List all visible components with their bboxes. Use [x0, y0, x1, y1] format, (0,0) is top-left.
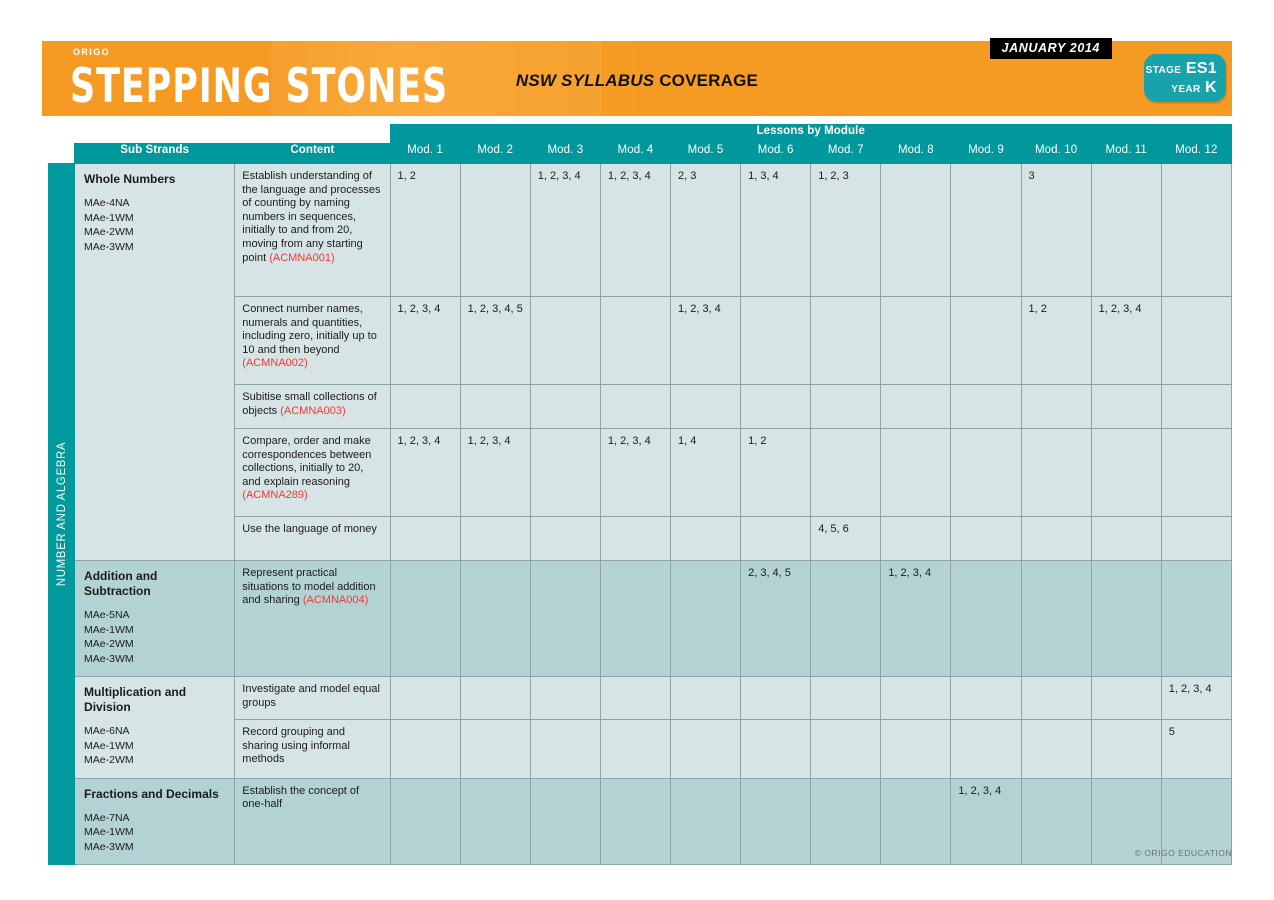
lesson-cell-mod-7: [811, 385, 881, 429]
page-title-italic: NSW SYLLABUS: [515, 71, 655, 90]
outcome-code: MAe-5NA: [84, 609, 130, 621]
content-cell: [235, 561, 390, 677]
sub-strand-cell: [75, 164, 235, 561]
lesson-cell-mod-5: [670, 778, 740, 865]
content-acmna-code: (ACMNA003): [280, 404, 346, 417]
lesson-cell-mod-6: 1, 2: [741, 429, 811, 517]
sub-strand-title: Addition and Subtraction: [84, 569, 158, 598]
sub-strand-cell: [75, 677, 235, 779]
lesson-cell-mod-12: [1161, 297, 1231, 385]
lesson-cell-mod-8: [881, 677, 951, 720]
lesson-cell-mod-7: [811, 677, 881, 720]
lesson-cell-mod-10: [1021, 429, 1091, 517]
lesson-cell-mod-2: [460, 517, 530, 561]
lesson-cell-mod-9: [951, 720, 1021, 778]
lesson-cell-mod-4: [600, 517, 670, 561]
stage-value: ES1: [1185, 60, 1217, 77]
lesson-cell-mod-1: [390, 720, 460, 778]
lesson-cell-mod-10: 3: [1021, 164, 1091, 297]
lesson-cell-mod-5: 2, 3: [670, 164, 740, 297]
lesson-cell-mod-7: 1, 2, 3: [811, 164, 881, 297]
lesson-cell-mod-6: [741, 385, 811, 429]
year-line: [1144, 79, 1217, 98]
col-header-mod-1: Mod. 1: [390, 144, 460, 164]
outcome-code: MAe-2WM: [84, 754, 134, 766]
lesson-cell-mod-4: 1, 2, 3, 4: [600, 164, 670, 297]
outcome-code: MAe-1WM: [84, 826, 134, 838]
lesson-cell-mod-5: [670, 385, 740, 429]
lesson-cell-mod-3: [530, 385, 600, 429]
content-acmna-code: (ACMNA004): [302, 594, 369, 607]
lesson-cell-mod-3: [530, 429, 600, 517]
lesson-cell-mod-2: [460, 720, 530, 778]
lesson-cell-mod-3: 1, 2, 3, 4: [530, 164, 600, 297]
col-header-mod-4: Mod. 4: [600, 144, 670, 164]
lesson-cell-mod-10: [1021, 677, 1091, 720]
lesson-cell-mod-3: [530, 677, 600, 720]
lesson-cell-mod-7: [811, 720, 881, 778]
lesson-cell-mod-1: [390, 517, 460, 561]
content-cell: [235, 385, 390, 429]
content-cell: [235, 677, 390, 720]
lesson-cell-mod-12: [1161, 517, 1231, 561]
content-description: Compare, order and make correspondences between collections, initially to 20, and explain reasoning: [242, 435, 372, 488]
content-acmna-code: (ACMNA002): [242, 357, 308, 370]
lesson-cell-mod-6: [741, 677, 811, 720]
lesson-cell-mod-5: 1, 2, 3, 4: [670, 297, 740, 385]
content-description: Use the language of money: [242, 523, 377, 535]
lesson-cell-mod-11: [1091, 517, 1161, 561]
lesson-cell-mod-6: [741, 778, 811, 865]
sub-strand-outcome-codes: [84, 811, 227, 855]
lesson-cell-mod-4: [600, 385, 670, 429]
lesson-cell-mod-7: [811, 778, 881, 865]
lesson-cell-mod-7: 4, 5, 6: [811, 517, 881, 561]
sub-strand-cell: [75, 778, 235, 865]
lesson-cell-mod-6: [741, 297, 811, 385]
lesson-cell-mod-3: [530, 517, 600, 561]
col-header-mod-8: Mod. 8: [881, 144, 951, 164]
outcome-code: MAe-3WM: [84, 840, 134, 853]
lesson-cell-mod-6: 1, 3, 4: [741, 164, 811, 297]
lesson-cell-mod-8: [881, 517, 951, 561]
strand-label-cell: [49, 164, 75, 865]
strand-spacer: [49, 125, 75, 144]
lesson-cell-mod-3: [530, 561, 600, 677]
content-spacer: [235, 125, 390, 144]
copyright-footer: © ORIGO EDUCATION: [1134, 848, 1232, 858]
lesson-cell-mod-5: [670, 720, 740, 778]
stage-badge: [1144, 54, 1226, 102]
col-header-mod-12: Mod. 12: [1161, 144, 1231, 164]
lesson-cell-mod-7: [811, 429, 881, 517]
lesson-cell-mod-12: [1161, 561, 1231, 677]
content-acmna-code: (ACMNA001): [269, 251, 335, 264]
content-cell: [235, 517, 390, 561]
outcome-code: MAe-2WM: [84, 638, 134, 650]
lesson-cell-mod-6: [741, 720, 811, 778]
lesson-cell-mod-11: [1091, 385, 1161, 429]
year-label: YEAR: [1171, 84, 1201, 95]
lesson-cell-mod-1: 1, 2, 3, 4: [390, 297, 460, 385]
strand-label-text: NUMBER AND ALGEBRA: [55, 441, 68, 587]
lesson-cell-mod-2: [460, 677, 530, 720]
lesson-cell-mod-6: [741, 517, 811, 561]
content-description: Connect number names, numerals and quantities, including zero, initially up to 10 and then beyond: [242, 303, 377, 356]
col-header-mod-9: Mod. 9: [951, 144, 1021, 164]
lesson-cell-mod-11: [1091, 720, 1161, 778]
lesson-cell-mod-2: 1, 2, 3, 4: [460, 429, 530, 517]
content-cell: [235, 778, 390, 865]
outcome-code: MAe-3WM: [84, 240, 134, 253]
col-header-mod-2: Mod. 2: [460, 144, 530, 164]
content-description: Represent practical situations to model addition and sharing: [242, 567, 376, 607]
lesson-cell-mod-11: [1091, 561, 1161, 677]
col-header-mod-3: Mod. 3: [530, 144, 600, 164]
lesson-cell-mod-4: [600, 677, 670, 720]
header-row-group: [49, 125, 1232, 144]
content-cell: [235, 720, 390, 778]
syllabus-coverage-table: [48, 124, 1232, 865]
header-banner: [42, 41, 1232, 116]
lesson-cell-mod-3: [530, 778, 600, 865]
lesson-cell-mod-9: [951, 297, 1021, 385]
table-row: [49, 677, 1232, 720]
lesson-cell-mod-12: [1161, 385, 1231, 429]
lesson-cell-mod-9: [951, 677, 1021, 720]
content-acmna-code: (ACMNA289): [242, 489, 308, 502]
table-row: [49, 561, 1232, 677]
lesson-cell-mod-8: [881, 778, 951, 865]
outcome-code: MAe-1WM: [84, 211, 134, 224]
lesson-cell-mod-1: [390, 561, 460, 677]
lesson-cell-mod-12: 1, 2, 3, 4: [1161, 677, 1231, 720]
lesson-cell-mod-4: [600, 561, 670, 677]
sub-strand-cell: [75, 561, 235, 677]
lessons-by-module-header: Lessons by Module: [390, 125, 1231, 144]
lesson-cell-mod-11: 1, 2, 3, 4: [1091, 297, 1161, 385]
lesson-cell-mod-9: [951, 385, 1021, 429]
table-body: [49, 164, 1232, 865]
lesson-cell-mod-3: [530, 720, 600, 778]
lesson-cell-mod-2: [460, 164, 530, 297]
lesson-cell-mod-12: 5: [1161, 720, 1231, 778]
logo-stepping-stones-text: STEPPING STONES: [70, 58, 449, 113]
lesson-cell-mod-11: [1091, 164, 1161, 297]
lesson-cell-mod-4: [600, 720, 670, 778]
lesson-cell-mod-11: [1091, 677, 1161, 720]
lesson-cell-mod-5: [670, 561, 740, 677]
content-cell: [235, 164, 390, 297]
logo-origo-text: ORIGO: [73, 47, 111, 57]
outcome-code: MAe-6NA: [84, 725, 130, 737]
lesson-cell-mod-7: [811, 561, 881, 677]
lesson-cell-mod-1: 1, 2, 3, 4: [390, 429, 460, 517]
content-description: Subitise small collections of objects: [242, 391, 377, 417]
lesson-cell-mod-8: [881, 385, 951, 429]
col-header-mod-10: Mod. 10: [1021, 144, 1091, 164]
lesson-cell-mod-2: 1, 2, 3, 4, 5: [460, 297, 530, 385]
lesson-cell-mod-9: [951, 517, 1021, 561]
lesson-cell-mod-1: 1, 2: [390, 164, 460, 297]
col-header-mod-5: Mod. 5: [670, 144, 740, 164]
outcome-code: MAe-7NA: [84, 811, 130, 824]
lesson-cell-mod-5: [670, 677, 740, 720]
lesson-cell-mod-3: [530, 297, 600, 385]
lesson-cell-mod-12: [1161, 429, 1231, 517]
lesson-cell-mod-10: [1021, 720, 1091, 778]
lesson-cell-mod-8: [881, 164, 951, 297]
lesson-cell-mod-10: [1021, 517, 1091, 561]
sub-strand-title: Fractions and Decimals: [84, 786, 219, 801]
lesson-cell-mod-11: [1091, 429, 1161, 517]
strand-spacer-2: [49, 144, 75, 164]
lesson-cell-mod-10: [1021, 778, 1091, 865]
col-header-content: Content: [235, 144, 390, 164]
sub-strand-outcome-codes: [84, 196, 227, 254]
lesson-cell-mod-9: 1, 2, 3, 4: [951, 778, 1021, 865]
lesson-cell-mod-4: 1, 2, 3, 4: [600, 429, 670, 517]
lesson-cell-mod-1: [390, 778, 460, 865]
table-row: [49, 164, 1232, 297]
sub-strand-outcome-codes: [84, 608, 227, 666]
lesson-cell-mod-1: [390, 385, 460, 429]
lesson-cell-mod-10: [1021, 385, 1091, 429]
lesson-cell-mod-5: [670, 517, 740, 561]
lesson-cell-mod-8: [881, 720, 951, 778]
sub-strand-title: Multiplication and Division: [84, 685, 187, 714]
outcome-code: MAe-2WM: [84, 226, 134, 238]
table-row: [49, 778, 1232, 865]
sub-strand-spacer: [75, 125, 235, 144]
page-title-upright: COVERAGE: [654, 71, 759, 90]
outcome-code: MAe-1WM: [84, 739, 134, 752]
content-description: Establish understanding of the language and processes of counting by naming numbers in sequences, initially to and from 20, moving from any starting point: [242, 170, 381, 264]
lesson-cell-mod-8: 1, 2, 3, 4: [881, 561, 951, 677]
lesson-cell-mod-4: [600, 778, 670, 865]
lesson-cell-mod-5: 1, 4: [670, 429, 740, 517]
lesson-cell-mod-12: [1161, 164, 1231, 297]
col-header-mod-7: Mod. 7: [811, 144, 881, 164]
lesson-cell-mod-9: [951, 429, 1021, 517]
lesson-cell-mod-6: 2, 3, 4, 5: [741, 561, 811, 677]
col-header-mod-6: Mod. 6: [741, 144, 811, 164]
content-description: Record grouping and sharing using informal methods: [242, 726, 350, 766]
lesson-cell-mod-4: [600, 297, 670, 385]
lesson-cell-mod-2: [460, 778, 530, 865]
lesson-cell-mod-10: 1, 2: [1021, 297, 1091, 385]
lesson-cell-mod-1: [390, 677, 460, 720]
outcome-code: MAe-4NA: [84, 197, 130, 209]
lesson-cell-mod-7: [811, 297, 881, 385]
stage-label: STAGE: [1145, 65, 1182, 76]
sub-strand-title: Whole Numbers: [84, 172, 176, 186]
table-head: [49, 125, 1232, 164]
col-header-mod-11: Mod. 11: [1091, 144, 1161, 164]
lesson-cell-mod-8: [881, 429, 951, 517]
outcome-code: MAe-1WM: [84, 623, 134, 636]
header-row-columns: [49, 144, 1232, 164]
lesson-cell-mod-2: [460, 561, 530, 677]
lesson-cell-mod-10: [1021, 561, 1091, 677]
col-header-sub-strands: Sub Strands: [75, 144, 235, 164]
page-title: [42, 71, 1232, 91]
content-cell: [235, 429, 390, 517]
sub-strand-outcome-codes: [84, 724, 227, 768]
content-description: Establish the concept of one-half: [242, 784, 360, 811]
year-value: K: [1205, 79, 1217, 96]
stage-line: [1144, 60, 1217, 79]
lesson-cell-mod-8: [881, 297, 951, 385]
date-badge: JANUARY 2014: [990, 38, 1112, 59]
lesson-cell-mod-9: [951, 561, 1021, 677]
outcome-code: MAe-3WM: [84, 652, 134, 665]
content-cell: [235, 297, 390, 385]
content-description: Investigate and model equal groups: [242, 683, 380, 709]
lesson-cell-mod-2: [460, 385, 530, 429]
lesson-cell-mod-9: [951, 164, 1021, 297]
